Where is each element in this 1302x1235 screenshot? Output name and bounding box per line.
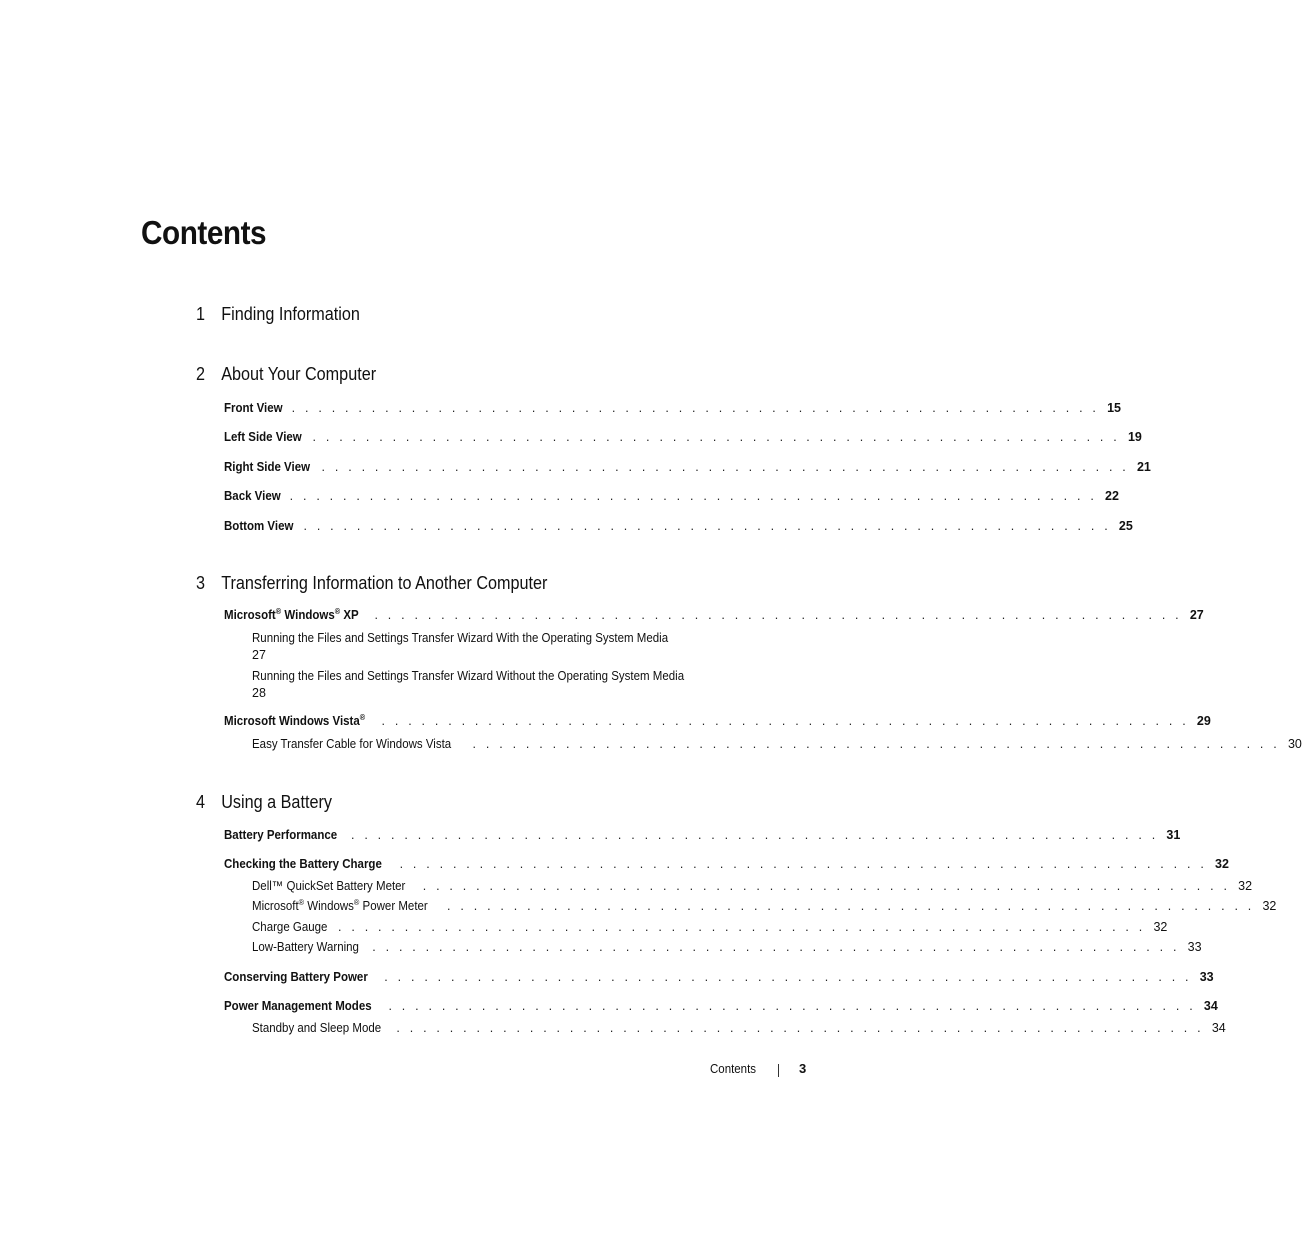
toc-entry-windows-vista[interactable] — [224, 712, 1211, 728]
toc-entry-quickset-battery-meter[interactable] — [252, 879, 1253, 893]
label-part: Power Meter — [359, 899, 428, 913]
toc-label: Right Side View — [224, 460, 311, 474]
toc-page-number: 19 — [1127, 430, 1142, 444]
label-part: Microsoft — [252, 899, 299, 913]
chapter-number: 4 — [196, 792, 206, 812]
toc-entry-checking-battery-charge[interactable] — [224, 857, 1229, 871]
toc-label: Low-Battery Warning — [252, 940, 359, 954]
toc-label: Bottom View — [224, 519, 294, 533]
toc-page-number: 32 — [1262, 899, 1277, 913]
toc-entry-windows-power-meter[interactable] — [252, 897, 1277, 913]
leader-dots: . . . . . . . . . . . . . . . . . . . . . . . . . . . . . . . . . . . . . . . . . . . . . . . . . . . . . . . . . . . . . — [372, 940, 1180, 954]
toc-page-number: 28 — [252, 686, 266, 700]
toc-entry-conserving-battery-power[interactable] — [224, 970, 1214, 984]
toc-page-number: 15 — [1107, 401, 1121, 415]
chapter-title: Finding Information — [221, 304, 360, 324]
label-part: Windows — [304, 899, 354, 913]
footer-page-number: 3 — [799, 1061, 807, 1076]
leader-dots: . . . . . . . . . . . . . . . . . . . . . . . . . . . . . . . . . . . . . . . . . . . . . . . . . . . . . . . . . . . . . — [388, 999, 1196, 1013]
leader-dots: . . . . . . . . . . . . . . . . . . . . . . . . . . . . . . . . . . . . . . . . . . . . . . . . . . . . . . . . . . . . . — [374, 608, 1182, 622]
leader-dots: . . . . . . . . . . . . . . . . . . . . . . . . . . . . . . . . . . . . . . . . . . . . . . . . . . . . . . . . . . . . . — [396, 1021, 1204, 1035]
leader-dots: . . . . . . . . . . . . . . . . . . . . . . . . . . . . . . . . . . . . . . . . . . . . . . . . . . . . . . . . . . . . . — [472, 737, 1280, 751]
chapter-number: 1 — [196, 304, 206, 324]
toc-page-number: 34 — [1211, 1021, 1226, 1035]
footer-section-label: Contents — [710, 1062, 757, 1076]
toc-page-number: 27 — [252, 648, 266, 662]
label-part: Windows — [281, 608, 335, 622]
chapter-number: 3 — [196, 573, 206, 593]
leader-dots: . . . . . . . . . . . . . . . . . . . . . . . . . . . . . . . . . . . . . . . . . . . . . . . . . . . . . . . . . . . . . — [447, 899, 1255, 913]
toc-entry-bottom-view[interactable] — [224, 519, 1133, 533]
chapter-3-heading[interactable] — [196, 573, 547, 594]
toc-entry-right-side-view[interactable] — [224, 460, 1151, 474]
toc-page-number: 34 — [1203, 999, 1218, 1013]
toc-label — [224, 714, 365, 728]
toc-label: Front View — [224, 401, 283, 415]
toc-page-number: 31 — [1166, 828, 1181, 842]
toc-entry-front-view[interactable] — [224, 401, 1121, 415]
toc-label: Battery Performance — [224, 828, 338, 842]
footer-divider — [778, 1064, 779, 1077]
chapter-title: Transferring Information to Another Computer — [221, 573, 548, 593]
toc-label: Running the Files and Settings Transfer Wizard Without the Operating System Media — [252, 669, 685, 683]
leader-dots: . . . . . . . . . . . . . . . . . . . . . . . . . . . . . . . . . . . . . . . . . . . . . . . . . . . . . . . . . . . . . — [338, 920, 1146, 934]
chapter-4-heading[interactable] — [196, 792, 332, 813]
chapter-title: Using a Battery — [221, 792, 332, 812]
label-part: XP — [340, 608, 359, 622]
toc-entry-battery-performance[interactable] — [224, 828, 1181, 842]
toc-page-number: 33 — [1187, 940, 1202, 954]
toc-label: Left Side View — [224, 430, 302, 444]
registered-mark: ® — [334, 606, 341, 616]
toc-page-number: 30 — [1287, 737, 1302, 751]
toc-entry-windows-xp[interactable] — [224, 606, 1204, 622]
toc-page-number: 21 — [1136, 460, 1151, 474]
toc-page-number: 22 — [1105, 489, 1119, 503]
toc-page-number: 25 — [1118, 519, 1133, 533]
leader-dots: . . . . . . . . . . . . . . . . . . . . . . . . . . . . . . . . . . . . . . . . . . . . . . . . . . . . . . . . . . . . . — [321, 460, 1129, 474]
toc-entry-power-management-modes[interactable] — [224, 999, 1218, 1013]
leader-dots: . . . . . . . . . . . . . . . . . . . . . . . . . . . . . . . . . . . . . . . . . . . . . . . . . . . . . . . . . . . . . — [350, 828, 1159, 842]
chapter-1-heading[interactable] — [196, 304, 360, 325]
toc-label: Standby and Sleep Mode — [252, 1021, 382, 1035]
toc-page-number: 32 — [1153, 920, 1168, 934]
toc-entry-low-battery-warning[interactable] — [252, 940, 1202, 954]
chapter-number: 2 — [196, 364, 206, 384]
label-part: Microsoft Windows Vista — [224, 714, 360, 728]
leader-dots: . . . . . . . . . . . . . . . . . . . . . . . . . . . . . . . . . . . . . . . . . . . . . . . . . . . . . . . . . . . . . — [312, 430, 1120, 444]
toc-entry-back-view[interactable] — [224, 489, 1119, 503]
toc-page-number: 29 — [1196, 714, 1211, 728]
page-title: Contents — [141, 214, 267, 251]
toc-page-number: 33 — [1199, 970, 1214, 984]
leader-dots: . . . . . . . . . . . . . . . . . . . . . . . . . . . . . . . . . . . . . . . . . . . . . . . . . . . . . . . . . . . . . — [399, 857, 1207, 871]
chapter-title: About Your Computer — [221, 364, 377, 384]
leader-dots: . . . . . . . . . . . . . . . . . . . . . . . . . . . . . . . . . . . . . . . . . . . . . . . . . . . . . . . . . . . . . — [303, 519, 1111, 533]
leader-dots: . . . . . . . . . . . . . . . . . . . . . . . . . . . . . . . . . . . . . . . . . . . . . . . . . . . . . . . . . . . . . — [422, 879, 1231, 893]
toc-label: Easy Transfer Cable for Windows Vista — [252, 737, 452, 751]
label-part: Microsoft — [224, 608, 276, 622]
toc-page-number: 27 — [1189, 608, 1204, 622]
leader-dots: . . . . . . . . . . . . . . . . . . . . . . . . . . . . . . . . . . . . . . . . . . . . . . . . . . . . . . . . . . . . . — [291, 401, 1100, 415]
toc-label: Dell™ QuickSet Battery Meter — [252, 879, 406, 893]
toc-entry-standby-sleep-mode[interactable] — [252, 1021, 1226, 1035]
leader-dots: . . . . . . . . . . . . . . . . . . . . . . . . . . . . . . . . . . . . . . . . . . . . . . . . . . . . . . . . . . . . . — [381, 714, 1189, 728]
toc-page-number: 32 — [1215, 857, 1229, 871]
toc-entry-charge-gauge[interactable] — [252, 920, 1168, 934]
leader-dots: . . . . . . . . . . . . . . . . . . . . . . . . . . . . . . . . . . . . . . . . . . . . . . . . . . . . . . . . . . . . . — [289, 489, 1098, 503]
toc-label: Running the Files and Settings Transfer Wizard With the Operating System Media — [252, 631, 669, 645]
registered-mark: ® — [359, 712, 366, 722]
toc-label — [224, 608, 359, 622]
toc-label: Checking the Battery Charge — [224, 857, 382, 871]
toc-entry-left-side-view[interactable] — [224, 430, 1142, 444]
toc-label: Back View — [224, 489, 281, 503]
toc-label: Charge Gauge — [252, 920, 328, 934]
registered-mark: ® — [298, 897, 305, 907]
registered-mark: ® — [353, 897, 360, 907]
chapter-2-heading[interactable] — [196, 364, 376, 385]
leader-dots: . . . . . . . . . . . . . . . . . . . . . . . . . . . . . . . . . . . . . . . . . . . . . . . . . . . . . . . . . . . . . — [384, 970, 1192, 984]
registered-mark: ® — [275, 606, 282, 616]
toc-page-number: 32 — [1238, 879, 1253, 893]
toc-entry-easy-transfer-cable[interactable] — [252, 737, 1302, 751]
toc-entry-wizard-without-media[interactable] — [252, 668, 732, 702]
toc-label: Power Management Modes — [224, 999, 372, 1013]
toc-label: Conserving Battery Power — [224, 970, 368, 984]
toc-entry-wizard-with-media[interactable] — [252, 630, 732, 664]
toc-label — [252, 899, 428, 913]
